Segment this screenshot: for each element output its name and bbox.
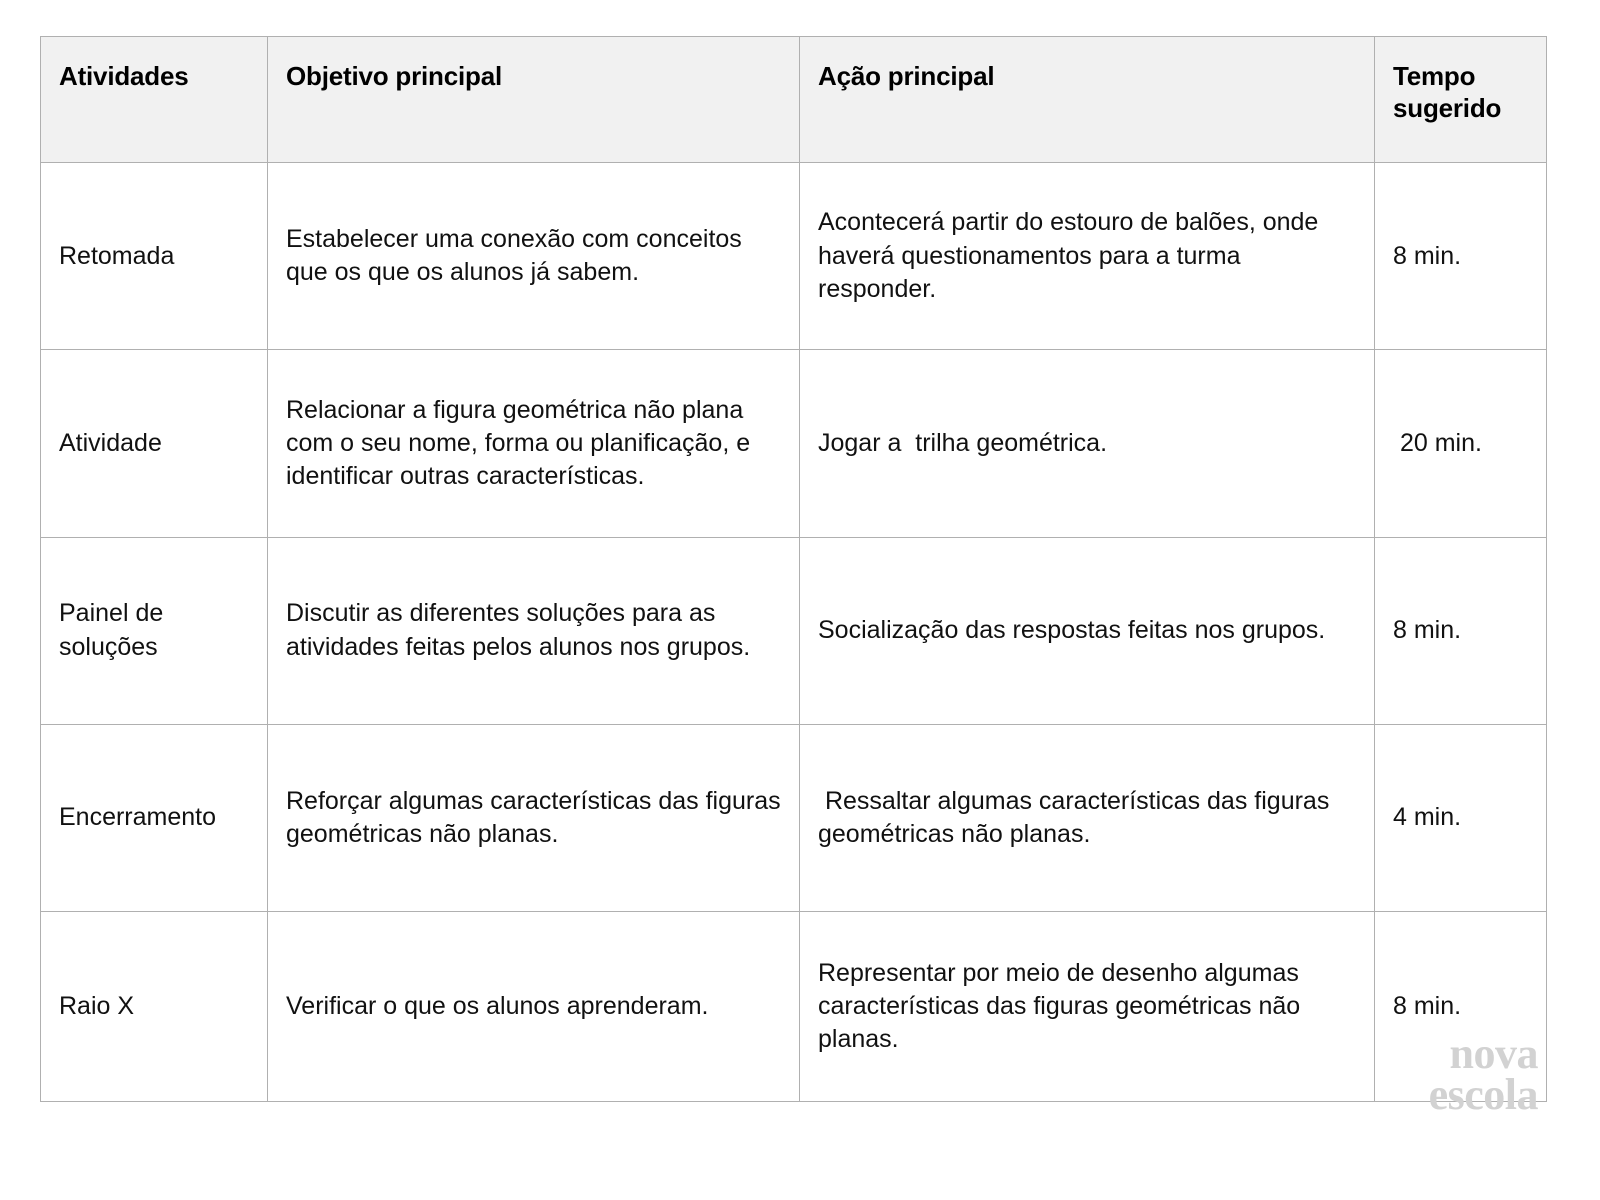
cell-objetivo bbox=[268, 912, 800, 1102]
atividade-name: Raio X bbox=[59, 991, 135, 1020]
atividade-name: Retomada bbox=[59, 241, 175, 270]
objetivo-text: Relacionar a figura geométrica não plana com o seu nome, forma ou planificação, e identificar outras características. bbox=[286, 395, 758, 490]
objetivo-text: Verificar o que os alunos aprenderam. bbox=[286, 991, 709, 1020]
activities-table bbox=[40, 36, 1547, 1102]
table-header-row bbox=[41, 37, 1547, 163]
column-header-tempo-label: Tempo sugerido bbox=[1393, 61, 1502, 123]
cell-tempo bbox=[1375, 724, 1547, 911]
cell-atividade bbox=[41, 163, 268, 350]
logo-line-escola: escola bbox=[1428, 1069, 1538, 1119]
acao-text: Ressaltar algumas características das figuras geométricas não planas. bbox=[818, 786, 1337, 848]
cell-acao bbox=[800, 537, 1375, 724]
column-header-atividades bbox=[41, 37, 268, 163]
nova-escola-logo bbox=[1378, 1029, 1538, 1119]
tempo-value: 8 min. bbox=[1393, 991, 1462, 1020]
atividade-name: Atividade bbox=[59, 428, 162, 457]
objetivo-text: Reforçar algumas características das figuras geométricas não planas. bbox=[286, 786, 788, 848]
cell-acao bbox=[800, 724, 1375, 911]
table-row bbox=[41, 537, 1547, 724]
column-header-acao bbox=[800, 37, 1375, 163]
acao-text: Jogar a trilha geométrica. bbox=[818, 428, 1108, 457]
cell-acao bbox=[800, 163, 1375, 350]
atividade-name: Painel de soluções bbox=[59, 599, 171, 661]
objetivo-text: Discutir as diferentes soluções para as atividades feitas pelos alunos nos grupos. bbox=[286, 599, 751, 661]
logo-line-nova: nova bbox=[1449, 1029, 1538, 1078]
column-header-objetivo bbox=[268, 37, 800, 163]
table-row bbox=[41, 724, 1547, 911]
cell-tempo bbox=[1375, 537, 1547, 724]
cell-tempo bbox=[1375, 163, 1547, 350]
tempo-value: 8 min. bbox=[1393, 616, 1462, 644]
atividade-name: Encerramento bbox=[59, 803, 217, 832]
cell-acao bbox=[800, 912, 1375, 1102]
tempo-value: 8 min. bbox=[1393, 241, 1462, 270]
table-body bbox=[41, 163, 1547, 1102]
acao-text: Representar por meio de desenho algumas características das figuras geométricas não planas. bbox=[818, 958, 1308, 1054]
column-header-tempo bbox=[1375, 37, 1547, 163]
cell-atividade bbox=[41, 724, 268, 911]
cell-objetivo bbox=[268, 163, 800, 350]
column-header-objetivo-label: Objetivo principal bbox=[286, 61, 502, 91]
cell-tempo bbox=[1375, 350, 1547, 537]
table-row bbox=[41, 912, 1547, 1102]
tempo-value: 20 min. bbox=[1393, 428, 1482, 457]
acao-text: Socialização das respostas feitas nos grupos. bbox=[818, 616, 1326, 644]
cell-objetivo bbox=[268, 350, 800, 537]
cell-objetivo bbox=[268, 724, 800, 911]
table-row bbox=[41, 350, 1547, 537]
column-header-atividades-label: Atividades bbox=[59, 61, 189, 91]
cell-objetivo bbox=[268, 537, 800, 724]
tempo-value: 4 min. bbox=[1393, 803, 1462, 832]
column-header-acao-label: Ação principal bbox=[818, 61, 995, 91]
acao-text: Acontecerá partir do estouro de balões, onde haverá questionamentos para a turma responder. bbox=[818, 208, 1326, 303]
table-row bbox=[41, 163, 1547, 350]
cell-atividade bbox=[41, 350, 268, 537]
activities-table-container bbox=[40, 36, 1546, 1102]
cell-acao bbox=[800, 350, 1375, 537]
objetivo-text: Estabelecer uma conexão com conceitos que os que os alunos já sabem. bbox=[286, 224, 749, 287]
cell-atividade bbox=[41, 537, 268, 724]
table-header bbox=[41, 37, 1547, 163]
cell-atividade bbox=[41, 912, 268, 1102]
